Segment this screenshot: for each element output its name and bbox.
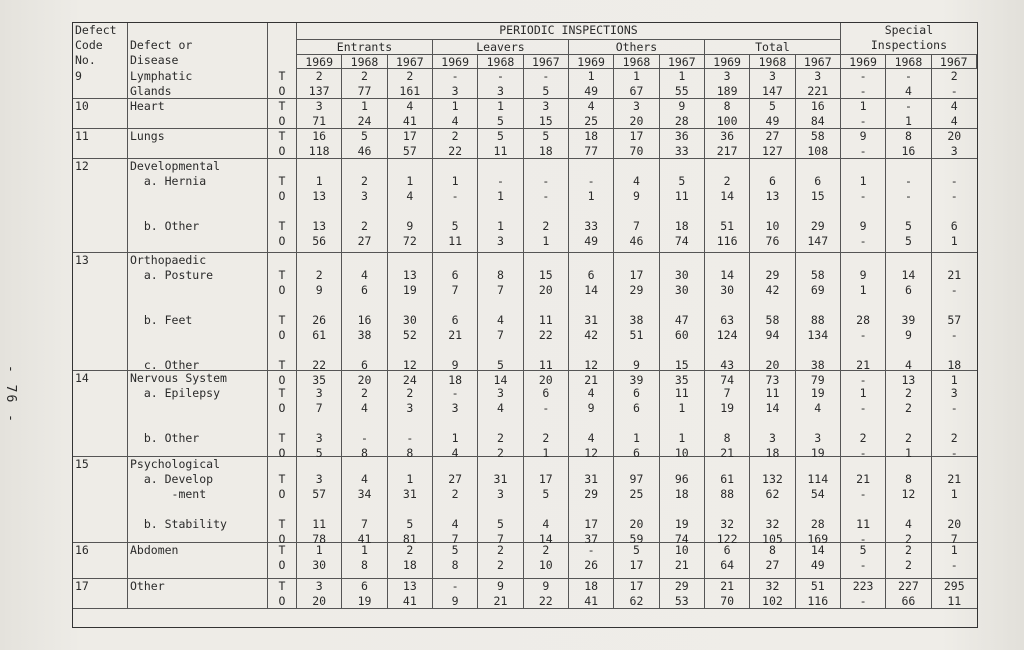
table-cell: 7 19 8 21 [705,371,750,457]
defect-code: 15 [73,457,128,543]
table-cell: 17 70 [614,129,659,159]
table-cell: - 1 [886,99,931,129]
table-cell: 17 57 [388,129,433,159]
table-cell: 1 - 5 11 [433,159,478,253]
defect-code: 14 [73,371,128,457]
defect-code: 16 [73,543,128,579]
table-cell: 30 30 47 60 15 35 [660,253,705,371]
table-cell: 1 - 9 - [841,159,886,253]
table-cell: 1 - [932,543,977,579]
table-cell: 13 19 30 52 12 24 [388,253,433,371]
table-cell: 3 15 [524,99,569,129]
table-cell: 132 62 32 105 [750,457,795,543]
table-cell: 20 3 [932,129,977,159]
table-cell: 2 14 51 116 [705,159,750,253]
table-cell: 5 49 [750,99,795,129]
table-cell: 15 20 11 22 11 20 [524,253,569,371]
table-cell: - 1 1 3 [478,159,523,253]
defect-label: Orthopaedic a. Posture b. Feet c. Other [128,253,268,371]
table-cell: 14 6 39 9 4 13 [886,253,931,371]
periodic-inspections-header: PERIODIC INSPECTIONS [297,23,841,40]
table-cell: 4 34 7 41 [342,457,387,543]
defect-label: Lymphatic Glands [128,69,268,99]
group-header-others: Others [569,40,705,55]
table-cell: 29 53 [660,579,705,609]
table-cell: - 1 33 49 [569,159,614,253]
table-cell: 10 21 [660,543,705,579]
table-cell: 1 - 2 - [841,371,886,457]
table-cell: 16 84 [796,99,841,129]
table-cell: 8 7 4 7 5 14 [478,253,523,371]
test-observe-marker: T O [268,129,297,159]
year-header: 1967 [660,55,705,69]
table-cell: 1 67 [614,69,659,99]
defect-label: Heart [128,99,268,129]
table-cell: 3 71 [297,99,342,129]
table-cell: 14 30 63 124 43 74 [705,253,750,371]
inspection-table [72,22,978,628]
table-cell: 223 - [841,579,886,609]
table-cell: 2 3 2 27 [342,159,387,253]
table-cell: 6 19 [342,579,387,609]
table-cell: 3 20 [297,579,342,609]
table-cell: 295 11 [932,579,977,609]
test-observe-marker: T O T O [268,159,297,253]
table-cell: 3 20 [614,99,659,129]
table-cell: 8 100 [705,99,750,129]
year-header: 1968 [750,55,795,69]
table-cell: - - 6 1 [932,159,977,253]
table-cell: 5 18 [524,129,569,159]
table-cell: 9 21 [478,579,523,609]
defect-code: 11 [73,129,128,159]
table-cell: 227 66 [886,579,931,609]
table-cell: 36 217 [705,129,750,159]
table-cell: 1 - [841,99,886,129]
table-cell: 29 42 58 94 20 73 [750,253,795,371]
table-cell: 17 62 [614,579,659,609]
special-inspections-header: Special Inspections [841,23,977,55]
test-observe-marker: T O T O [268,371,297,457]
table-cell: 114 54 28 169 [796,457,841,543]
defect-label: Developmental a. Hernia b. Other [128,159,268,253]
table-cell: - 5 [524,69,569,99]
table-cell: 6 13 10 76 [750,159,795,253]
table-cell: 3 4 2 2 [478,371,523,457]
table-cell: 2 22 [433,129,478,159]
test-observe-marker: T O [268,543,297,579]
table-cell: 5 11 [478,129,523,159]
table-cell: 19 4 3 19 [796,371,841,457]
defect-or-disease-header: Defect or Disease [128,23,268,99]
year-header: 1969 [297,55,342,69]
table-cell: - 26 [569,543,614,579]
table-cell: 31 3 5 7 [478,457,523,543]
table-cell: 2 77 [342,69,387,99]
table-cell: 6 64 [705,543,750,579]
year-header: 1967 [796,55,841,69]
table-cell: 36 33 [660,129,705,159]
defect-label: Psychological a. Develop -ment b. Stability [128,457,268,543]
table-cell: 6 14 31 42 12 21 [569,253,614,371]
table-cell: 1 55 [660,69,705,99]
table-cell: 2 9 26 61 22 35 [297,253,342,371]
table-cell: 5 11 18 74 [660,159,705,253]
table-cell: 17 29 38 51 9 39 [614,253,659,371]
table-cell: 6 15 29 147 [796,159,841,253]
year-header: 1967 [932,55,977,69]
table-cell: 8 27 [750,543,795,579]
table-cell: 4 41 [388,99,433,129]
year-header: 1968 [886,55,931,69]
year-header: 1967 [524,55,569,69]
table-cell: 2 137 [297,69,342,99]
table-cell: 4 4 [932,99,977,129]
year-header: 1968 [614,55,659,69]
table-cell: 8 12 4 2 [886,457,931,543]
table-cell: 32 102 [750,579,795,609]
group-header-leavers: Leavers [433,40,569,55]
defect-code: 9 [73,69,128,99]
table-cell: 2 4 - 8 [342,371,387,457]
table-cell: 31 29 17 37 [569,457,614,543]
table-cell: 9 - [841,129,886,159]
table-cell: 11 1 1 10 [660,371,705,457]
table-cell: 27 2 4 7 [433,457,478,543]
table-cell: 3 189 [705,69,750,99]
year-header: 1967 [388,55,433,69]
table-cell: 5 17 [614,543,659,579]
page-number: - 76 - [3,365,18,424]
year-header: 1969 [433,55,478,69]
year-header: 1969 [705,55,750,69]
table-cell: 8 16 [886,129,931,159]
table-cell: 4 6 16 38 6 20 [342,253,387,371]
defect-code: 17 [73,579,128,609]
table-cell: 3 147 [750,69,795,99]
table-cell: - 4 [886,69,931,99]
year-header: 1969 [841,55,886,69]
defect-code-header: Defect Code No. [73,23,128,99]
table-cell: 17 5 4 14 [524,457,569,543]
test-observe-marker: T O T O T O [268,253,297,371]
table-cell: 9 1 28 - 21 - [841,253,886,371]
table-cell: 58 108 [796,129,841,159]
table-cell: 2 18 [388,543,433,579]
table-cell: - 3 [478,69,523,99]
table-cell: 2 2 2 1 [886,371,931,457]
table-cell: 2 2 [478,543,523,579]
table-cell: 1 4 [433,99,478,129]
test-observe-marker: T O [268,69,297,99]
table-cell: 6 7 6 21 9 18 [433,253,478,371]
table-cell: 1 8 [342,543,387,579]
table-cell: 2 3 - 8 [388,371,433,457]
table-cell: 96 18 19 74 [660,457,705,543]
table-cell: 3 57 11 78 [297,457,342,543]
year-header: 1968 [342,55,387,69]
table-cell: 2 2 [886,543,931,579]
table-cell: 5 - [841,543,886,579]
table-cell: - 3 [433,69,478,99]
defect-label: Nervous System a. Epilepsy b. Other [128,371,268,457]
year-header: 1968 [478,55,523,69]
defect-code: 13 [73,253,128,371]
table-cell: 1 5 [478,99,523,129]
table-cell: - 9 [433,579,478,609]
defect-label: Lungs [128,129,268,159]
table-cell: 61 88 32 122 [705,457,750,543]
table-cell: 4 25 [569,99,614,129]
defect-label: Other [128,579,268,609]
table-cell: 1 4 9 72 [388,159,433,253]
test-observe-marker: T O T O [268,457,297,543]
table-cell: - - [841,69,886,99]
test-observe-marker: T O [268,99,297,129]
table-cell: 13 41 [388,579,433,609]
table-cell: - - 2 1 [524,159,569,253]
table-cell: 5 8 [433,543,478,579]
table-cell: 18 77 [569,129,614,159]
table-cell: 21 1 20 7 [932,457,977,543]
table-cell: 58 69 88 134 38 79 [796,253,841,371]
table-cell: - - 5 5 [886,159,931,253]
year-header: 1969 [569,55,614,69]
table-cell: 97 25 20 59 [614,457,659,543]
table-cell: - 3 1 4 [433,371,478,457]
table-cell: 3 221 [796,69,841,99]
defect-code: 12 [73,159,128,253]
test-observe-marker: T O [268,579,297,609]
table-cell: 21 70 [705,579,750,609]
table-cell: 21 - 11 - [841,457,886,543]
table-cell: 1 30 [297,543,342,579]
table-cell: 14 49 [796,543,841,579]
table-cell: 3 7 3 5 [297,371,342,457]
table-cell: 6 6 1 6 [614,371,659,457]
table-cell: 51 116 [796,579,841,609]
table-cell: 1 24 [342,99,387,129]
table-cell: 2 - [932,69,977,99]
table-cell: 6 - 2 1 [524,371,569,457]
table-cell: 4 9 7 46 [614,159,659,253]
table-cell: 1 49 [569,69,614,99]
table-cell: 2 10 [524,543,569,579]
group-header-total: Total [705,40,841,55]
table-cell: 1 13 13 56 [297,159,342,253]
group-header-entrants: Entrants [297,40,433,55]
table-cell: 1 31 5 81 [388,457,433,543]
table-cell: 3 - 2 - [932,371,977,457]
defect-label: Abdomen [128,543,268,579]
table-cell: 21 - 57 - 18 1 [932,253,977,371]
table-cell: 9 28 [660,99,705,129]
table-cell: 5 46 [342,129,387,159]
defect-code: 10 [73,99,128,129]
table-cell: 27 127 [750,129,795,159]
table-cell: 18 41 [569,579,614,609]
table-cell: 16 118 [297,129,342,159]
table-cell: 9 22 [524,579,569,609]
table-cell: 4 9 4 12 [569,371,614,457]
table-cell: 2 161 [388,69,433,99]
table-cell: 11 14 3 18 [750,371,795,457]
